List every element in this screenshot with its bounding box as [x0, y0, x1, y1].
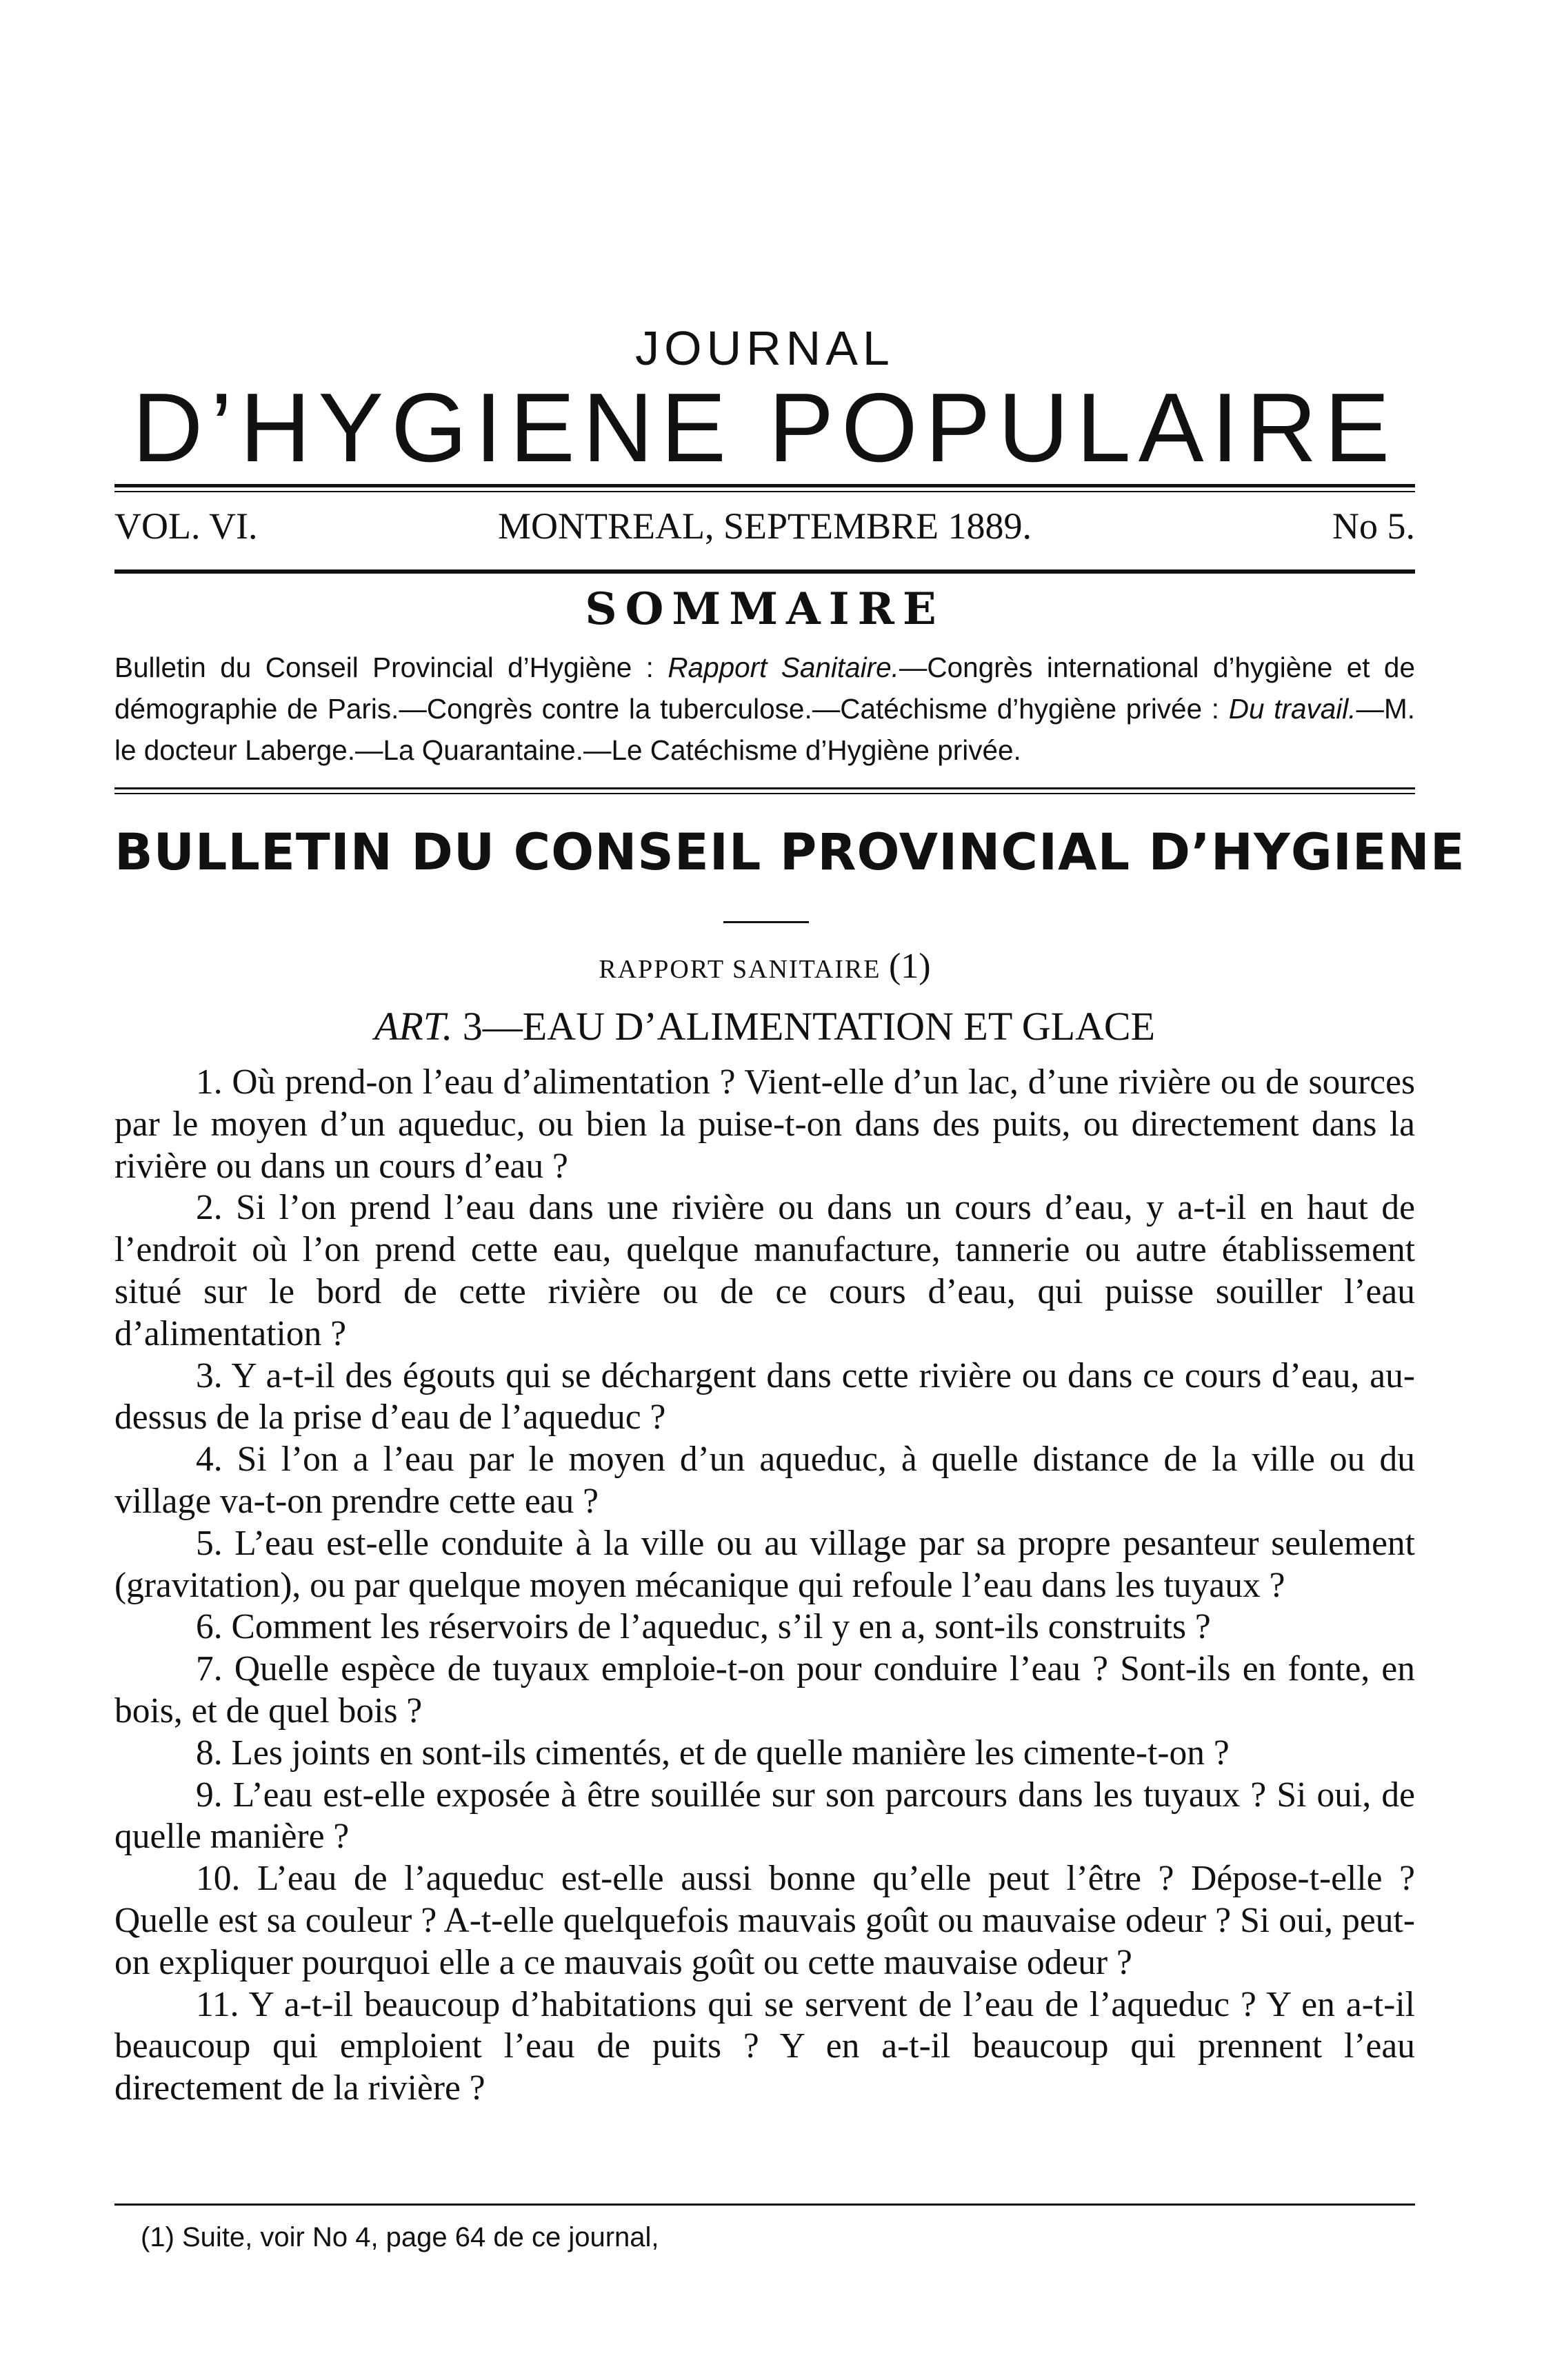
journal-label: JOURNAL: [635, 321, 894, 375]
volume-label: VOL. VI.: [114, 505, 258, 547]
sommaire-part-5: —M. le docteur Laberge.—La Quarantaine.—Le Catéchisme d’Hygiène privée.: [114, 693, 1415, 766]
sommaire-part-2: Rapport Sanitaire.: [668, 652, 899, 683]
page-column: [114, 0, 1465, 2380]
question-11: 11. Y a-t-il beaucoup d’habitations qui se servent de l’eau de l’aqueduc ? Y en a-t-il beaucoup qui emploient l’eau de puits ? Y en a-t-il beaucoup qui prennent l’eau directement de la rivière ?: [114, 1984, 1415, 2108]
issue-number: No 5.: [1332, 505, 1415, 547]
place-date: MONTREAL, SEPTEMBRE 1889.: [497, 505, 1032, 547]
question-4: 4. Si l’on a l’eau par le moyen d’un aqueduc, à quelle distance de la ville ou du village va-t-on prendre cette eau ?: [114, 1440, 1415, 1521]
sommaire-part-3: —Congrès international d’hygiène et de démographie de Paris.—Congrès contre la tuberculose.—Catéchisme d’hygiène privée :: [114, 652, 1415, 725]
sommaire-rule-1: [114, 787, 1415, 789]
article-label: ART.: [374, 1004, 453, 1049]
questions-body: [114, 1062, 1415, 2110]
masthead-info: [114, 503, 1415, 549]
question-3: 3. Y a-t-il des égouts qui se déchargent dans cette rivière ou dans ce cours d’eau, au-dessus de la prise d’eau de l’aqueduc ?: [114, 1355, 1415, 1438]
sommaire-text: [114, 647, 1415, 771]
rapport-heading: [114, 949, 1415, 987]
question-1: 1. Où prend-on l’eau d’alimentation ? Vient-elle d’un lac, d’une rivière ou de sources par le moyen d’un aqueduc, ou bien la puise-t-on dans des puits, ou directement dans la rivière ou dans un cours d’eau ?: [114, 1062, 1415, 1186]
journal-title: D’HYGIENE POPULAIRE: [132, 373, 1398, 483]
question-10: 10. L’eau de l’aqueduc est-elle aussi bonne qu’elle peut l’être ? Dépose-t-elle ? Quelle est sa couleur ? A-t-elle quelquefois mauvais goût ou mauvaise odeur ? Si oui, peut-on expliquer pourquoi elle a ce mauvais goût ou cette mauvaise odeur ?: [114, 1859, 1415, 1982]
sommaire-part-1: Bulletin du Conseil Provincial d’Hygiène :: [114, 652, 654, 683]
article-heading: [114, 1002, 1415, 1051]
question-6: 6. Comment les réservoirs de l’aqueduc, s’il y en a, sont-ils construits ?: [196, 1607, 1211, 1647]
bulletin-rule: [723, 921, 809, 923]
article-title: 3—EAU D’ALIMENTATION ET GLACE: [462, 1004, 1156, 1049]
masthead-rule-bottom: [114, 569, 1415, 574]
bulletin-heading: BULLETIN DU CONSEIL PROVINCIAL D’HYGIENE: [114, 823, 1465, 882]
masthead-rule-top-thin: [114, 491, 1415, 492]
question-2: 2. Si l’on prend l’eau dans une rivière ou dans un cours d’eau, y a-t-il en haut de l’endroit où l’on prend cette eau, quelque manufacture, tannerie ou autre établissement situé sur le bord de cette rivière ou de ce cours d’eau, qui puisse souiller l’eau d’alimentation ?: [114, 1188, 1415, 1353]
rapport-title: RAPPORT SANITAIRE: [599, 955, 881, 984]
question-7: 7. Quelle espèce de tuyaux emploie-t-on pour conduire l’eau ? Sont-ils en fonte, en bois, et de quel bois ?: [114, 1649, 1415, 1731]
footnote: (1) Suite, voir No 4, page 64 de ce journal,: [141, 2222, 659, 2252]
sommaire-heading: SOMMAIRE: [585, 583, 945, 635]
sommaire-rule-2: [114, 793, 1415, 794]
masthead-rule-top: [114, 484, 1415, 487]
footnote-rule: [114, 2203, 1415, 2206]
question-9: 9. L’eau est-elle exposée à être souillée sur son parcours dans les tuyaux ? Si oui, de quelle manière ?: [114, 1775, 1415, 1857]
question-8: 8. Les joints en sont-ils cimentés, et de quelle manière les cimente-t-on ?: [196, 1733, 1230, 1773]
footnote-reference: (1): [888, 947, 931, 986]
question-5: 5. L’eau est-elle conduite à la ville ou au village par sa propre pesanteur seulement (gravitation), ou par quelque moyen mécanique qui refoule l’eau dans les tuyaux ?: [114, 1523, 1415, 1605]
sommaire-part-4: Du travail.: [1228, 693, 1356, 725]
